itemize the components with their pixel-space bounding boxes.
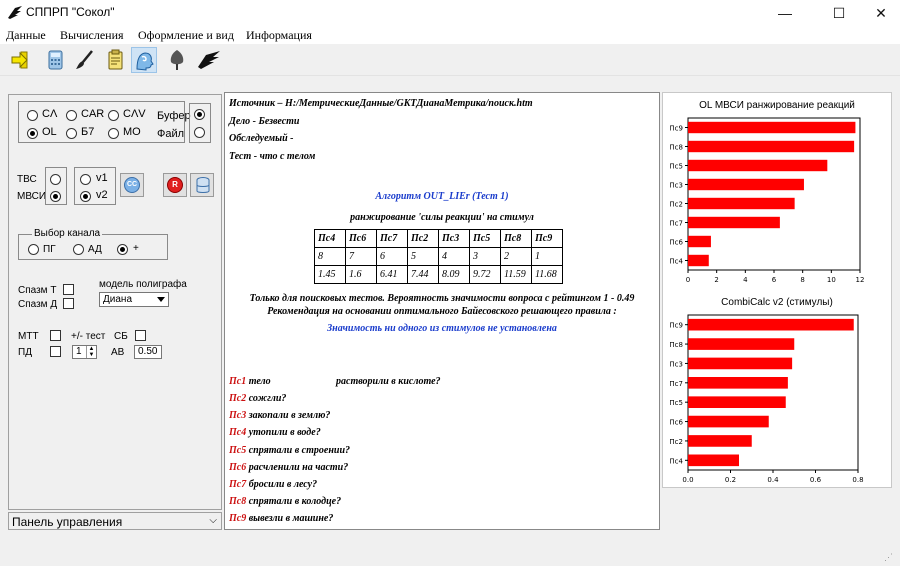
question-text: расчленили на части? (248, 462, 349, 473)
label-plusminus-test: +/- тест (71, 331, 106, 342)
panel-select[interactable] (8, 512, 222, 530)
table-cell: 3 (470, 248, 501, 266)
bar-Пс7 (688, 217, 780, 228)
label-ol: OL (42, 126, 57, 138)
chart-1-title: OL МВСИ ранжирование реакций (699, 100, 855, 111)
menu-bar (0, 26, 900, 44)
question-text: тело (248, 376, 271, 387)
y-tick-label: Пс8 (669, 341, 683, 350)
table-cell: Пс3 (439, 230, 470, 248)
ranking-table (314, 229, 563, 284)
window-title: СППРП "Сокол" (26, 5, 115, 19)
label-v2: v2 (96, 189, 108, 201)
doc-source: Источник – H:/МетрическиеДанные/GKTДианаМетрика/поиск.htm (229, 98, 533, 109)
question-7 (229, 479, 317, 490)
label-spasm-d: Спазм Д (18, 299, 58, 310)
y-tick-label: Пс5 (669, 399, 683, 408)
cc-button[interactable] (120, 173, 144, 197)
table-cell: 6 (377, 248, 408, 266)
question-id: Пс9 (229, 513, 247, 524)
radio-ol[interactable] (27, 128, 38, 139)
menu-calculations[interactable]: Вычисления (60, 28, 124, 42)
calculator-icon[interactable] (42, 47, 68, 73)
clipboard-icon[interactable] (102, 47, 128, 73)
r-icon: R (167, 177, 183, 193)
table-cell: Пс8 (501, 230, 532, 248)
av-input[interactable] (134, 345, 162, 359)
resize-grip-icon[interactable]: ⋰ (884, 552, 893, 562)
question-3 (229, 410, 330, 421)
question-text: бросили в лесу? (248, 479, 318, 490)
minimize-button[interactable]: — (778, 5, 792, 21)
bar-Пс2 (688, 435, 752, 447)
panel-select-value: Панель управления (12, 515, 123, 529)
bar-Пс4 (688, 255, 709, 266)
label-mo: MO (123, 126, 141, 138)
y-tick-label: Пс4 (669, 257, 683, 266)
checkbox-sb[interactable] (135, 330, 146, 341)
x-tick-label: 6 (771, 276, 777, 284)
table-header-row (315, 230, 563, 248)
table-cell: 2 (501, 248, 532, 266)
bar-Пс9 (688, 319, 854, 331)
x-tick-label: 0.0 (682, 476, 694, 484)
checkbox-mtt[interactable] (50, 330, 61, 341)
label-mtt: МТТ (18, 331, 39, 342)
doc-search-note: Только для поисковых тестов. Вероятность значимости вопроса с рейтингом 1 - 0.49 (249, 293, 635, 304)
bar-Пс8 (688, 338, 794, 350)
question-text: утопили в воде? (248, 427, 321, 438)
radio-car[interactable] (66, 110, 77, 121)
table-cell: 4 (439, 248, 470, 266)
table-cell: 1 (532, 248, 563, 266)
label-polygraph: модель полиграфа (99, 279, 187, 290)
label-plus: + (133, 243, 139, 254)
maximize-button[interactable]: ☐ (832, 5, 846, 21)
question-text: спрятали в колодце? (248, 496, 342, 507)
label-clv: CΛV (123, 108, 146, 120)
menu-appearance[interactable]: Оформление и вид (138, 28, 234, 42)
label-v1: v1 (96, 172, 108, 184)
doc-algorithm: Алгоритм OUT_LIEr (Тест 1) (375, 191, 509, 202)
r-button[interactable] (163, 173, 187, 197)
question-id: Пс8 (229, 496, 247, 507)
radio-tvs[interactable] (50, 174, 61, 185)
x-tick-label: 0.4 (767, 476, 779, 484)
av-value: 0.50 (138, 346, 158, 357)
chevron-down-icon: ⌵ (209, 515, 217, 526)
x-tick-label: 12 (855, 276, 865, 284)
checkbox-pd[interactable] (50, 346, 61, 357)
table-cell: 11.68 (532, 266, 563, 284)
question-9 (229, 513, 333, 524)
label-pg: ПГ (43, 244, 56, 255)
y-tick-label: Пс9 (669, 321, 683, 330)
radio-pg[interactable] (28, 244, 39, 255)
radio-mvsi[interactable] (50, 191, 61, 202)
label-ad: АД (88, 244, 102, 255)
bar-Пс9 (688, 122, 855, 133)
checkbox-spasm-d[interactable] (63, 298, 74, 309)
falcon-app-icon (7, 5, 23, 21)
bar-Пс6 (688, 416, 769, 428)
radio-v2[interactable] (80, 191, 91, 202)
radio-cl[interactable] (27, 110, 38, 121)
stepper[interactable] (72, 345, 97, 359)
table-cell: 8 (315, 248, 346, 266)
label-mvsi: МВСИ (17, 191, 47, 202)
question-id: Пс6 (229, 462, 247, 473)
y-tick-label: Пс6 (669, 418, 683, 427)
y-tick-label: Пс7 (669, 219, 683, 228)
doc-case: Дело - Безвести (229, 116, 300, 127)
table-cell: Пс2 (408, 230, 439, 248)
bar-Пс3 (688, 179, 804, 190)
question-id: Пс1 (229, 376, 247, 387)
y-tick-label: Пс3 (669, 181, 683, 190)
database-icon (195, 177, 211, 194)
chart-2 (662, 311, 892, 486)
table-cell: 1.6 (346, 266, 377, 284)
question-4 (229, 427, 321, 438)
bar-Пс5 (688, 396, 786, 408)
doc-subject: Обследуемый - (229, 133, 294, 144)
doc-test: Тест - что с телом (229, 151, 316, 162)
radio-ad[interactable] (73, 244, 84, 255)
radio-buffer[interactable] (194, 109, 205, 120)
label-b7: Б7 (81, 126, 95, 138)
x-tick-label: 10 (826, 276, 836, 284)
question-5 (229, 445, 350, 456)
question-id: Пс7 (229, 479, 247, 490)
radio-v1[interactable] (80, 174, 91, 185)
stepper-arrows-icon[interactable]: ▲ ▼ (86, 346, 96, 358)
y-tick-label: Пс7 (669, 379, 683, 388)
table-cell: 8.09 (439, 266, 470, 284)
question-1 (229, 376, 271, 387)
y-tick-label: Пс5 (669, 162, 683, 171)
radio-file[interactable] (194, 127, 205, 138)
y-tick-label: Пс6 (669, 238, 683, 247)
question-id: Пс2 (229, 393, 247, 404)
question-text: закопали в землю? (248, 410, 331, 421)
question-1-extra (336, 376, 441, 387)
y-tick-label: Пс3 (669, 360, 683, 369)
label-pd: ПД (18, 347, 32, 358)
falcon-logo-icon[interactable] (196, 47, 222, 73)
bar-Пс4 (688, 455, 739, 467)
x-tick-label: 0.2 (724, 476, 737, 484)
table-cell: Пс9 (532, 230, 563, 248)
table-row (315, 266, 563, 284)
table-cell: 9.72 (470, 266, 501, 284)
table-cell: 7.44 (408, 266, 439, 284)
arrow-right-icon[interactable] (8, 47, 34, 73)
question-id: Пс4 (229, 427, 247, 438)
bar-Пс8 (688, 141, 854, 152)
x-tick-label: 0.8 (852, 476, 864, 484)
menu-info[interactable]: Информация (246, 28, 312, 42)
label-tvs: ТВС (17, 174, 37, 185)
y-tick-label: Пс4 (669, 457, 683, 466)
head-profile-icon[interactable] (131, 47, 157, 73)
brush-icon[interactable] (72, 47, 98, 73)
question-text: растворили в кислоте? (336, 376, 441, 387)
table-cell: 11.59 (501, 266, 532, 284)
label-car: CAR (81, 108, 105, 120)
x-tick-label: 2 (714, 276, 719, 284)
doc-bayes-note: Рекомендация на основании оптимального Байесовского решающего правила : (267, 306, 617, 317)
question-text: вывезли в машине? (248, 513, 334, 524)
close-button[interactable]: ✕ (875, 5, 887, 21)
question-2 (229, 393, 286, 404)
table-cell: 1.45 (315, 266, 346, 284)
radio-plus[interactable] (117, 244, 128, 255)
question-id: Пс5 (229, 445, 247, 456)
polygraph-select[interactable] (99, 292, 169, 307)
y-tick-label: Пс8 (669, 143, 683, 152)
question-8 (229, 496, 341, 507)
table-cell: Пс7 (377, 230, 408, 248)
doc-conclusion: Значимость ни одного из стимулов не установлена (327, 323, 557, 334)
tree-icon[interactable] (164, 47, 190, 73)
label-sb: СБ (114, 331, 128, 342)
label-file: Файл (157, 128, 185, 140)
chart-2-title: CombiCalc v2 (стимулы) (721, 297, 833, 308)
menu-data[interactable]: Данные (6, 28, 46, 42)
polygraph-value: Диана (103, 294, 133, 305)
question-id: Пс3 (229, 410, 247, 421)
table-cell: Пс5 (470, 230, 501, 248)
question-text: сожгли? (248, 393, 287, 404)
y-tick-label: Пс2 (669, 437, 683, 446)
table-cell: 7 (346, 248, 377, 266)
y-tick-label: Пс2 (669, 200, 683, 209)
database-button[interactable] (190, 173, 214, 197)
x-tick-label: 4 (743, 276, 748, 284)
bar-Пс7 (688, 377, 788, 389)
checkbox-spasm-t[interactable] (63, 284, 74, 295)
label-buffer: Буфер (157, 110, 191, 122)
x-tick-label: 0 (685, 276, 691, 284)
channel-group-title: Выбор канала (34, 228, 101, 239)
bar-Пс2 (688, 198, 795, 209)
chevron-down-icon (157, 297, 165, 302)
bar-Пс6 (688, 236, 711, 247)
table-cell: Пс4 (315, 230, 346, 248)
cc-icon: CC (124, 177, 140, 193)
bar-Пс5 (688, 160, 827, 171)
table-row (315, 248, 563, 266)
radio-clv[interactable] (108, 110, 119, 121)
table-cell: Пс6 (346, 230, 377, 248)
table-cell: 6.41 (377, 266, 408, 284)
stepper-value: 1 (76, 346, 82, 357)
radio-b7[interactable] (66, 128, 77, 139)
x-tick-label: 8 (800, 276, 805, 284)
chart-1 (662, 114, 892, 284)
question-6 (229, 462, 348, 473)
radio-mo[interactable] (108, 128, 119, 139)
y-tick-label: Пс9 (669, 124, 683, 133)
label-av: АВ (111, 347, 125, 358)
table-cell: 5 (408, 248, 439, 266)
doc-ranking-title: ранжирование 'силы реакции' на стимул (350, 212, 534, 223)
x-tick-label: 0.6 (809, 476, 822, 484)
question-text: спрятали в строении? (248, 445, 351, 456)
label-spasm-t: Спазм Т (18, 285, 57, 296)
label-cl: CΛ (42, 108, 58, 120)
bar-Пс3 (688, 358, 792, 370)
